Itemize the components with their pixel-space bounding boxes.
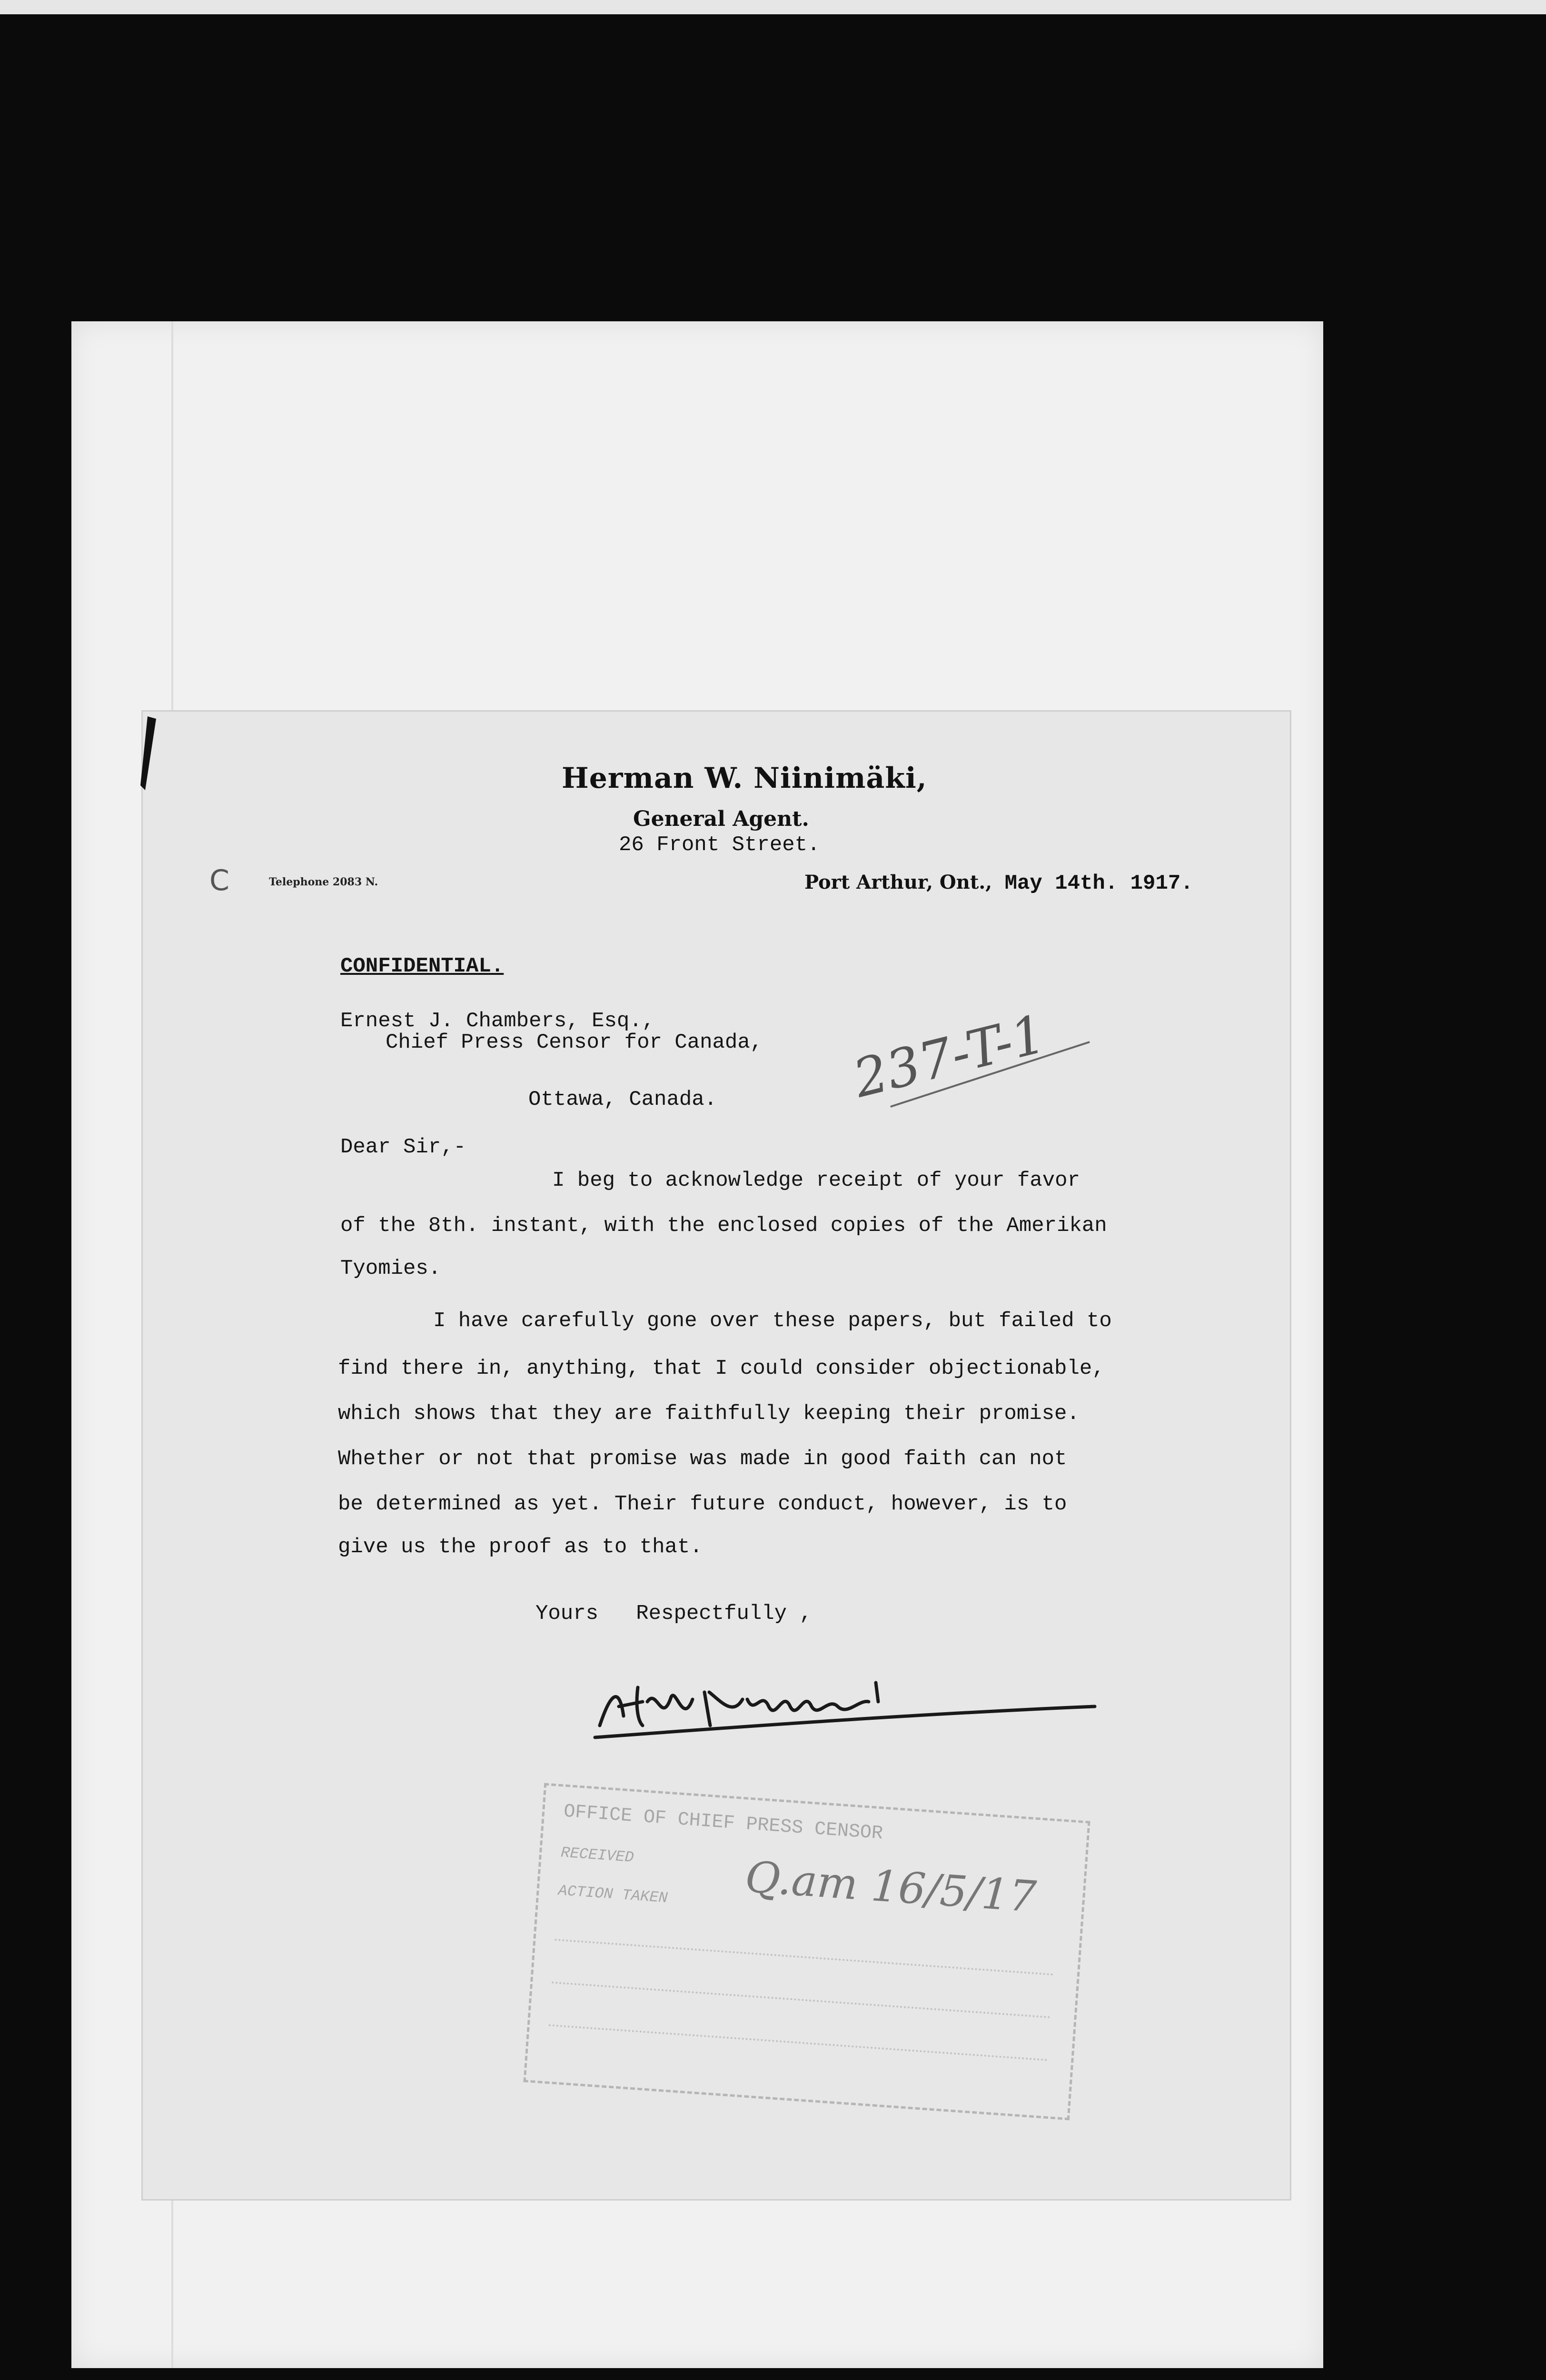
stamp-dotted-line <box>549 2024 1048 2061</box>
stamp-dotted-line <box>555 1939 1053 1975</box>
stamp-action-label: ACTION TAKEN <box>557 1882 668 1907</box>
letter-date: May 14th. 1917. <box>1004 872 1193 895</box>
letterhead-street: 26 Front Street. <box>619 833 820 857</box>
file-number-annotation: 237-T-1 <box>847 1003 1051 1110</box>
received-stamp <box>523 1783 1090 2121</box>
paragraph1-line: Tyomies. <box>340 1257 441 1280</box>
paragraph1-line: of the 8th. instant, with the enclosed copies of the Amerikan <box>340 1214 1107 1238</box>
paragraph2-line: which shows that they are faithfully keeping their promise. <box>338 1402 1080 1426</box>
paragraph2-line: give us the proof as to that. <box>338 1535 703 1559</box>
stamp-dotted-line <box>552 1982 1050 2018</box>
paragraph2-line: find there in, anything, that I could consider objectionable, <box>338 1357 1105 1380</box>
stamp-handwritten-date: Q.am 16/5/17 <box>743 1852 1038 1923</box>
salutation: Dear Sir,- <box>340 1135 466 1159</box>
recipient-city: Ottawa, Canada. <box>528 1088 717 1111</box>
binder-clip-mark <box>133 714 162 795</box>
letterhead-title: General Agent. <box>633 807 809 831</box>
signature <box>590 1654 1100 1749</box>
letter-sheet <box>143 712 1290 2199</box>
paragraph2-line: be determined as yet. Their future conduct, however, is to <box>338 1492 1067 1516</box>
stamp-header: OFFICE OF CHIEF PRESS CENSOR <box>563 1801 884 1845</box>
paragraph2-line: I have carefully gone over these papers, but failed to <box>433 1309 1112 1333</box>
recipient-title: Chief Press Censor for Canada, <box>386 1031 763 1054</box>
paragraph1-line: I beg to acknowledge receipt of your favor <box>552 1169 1080 1192</box>
letterhead-name: Herman W. Niinimäki, <box>562 762 927 795</box>
margin-c-mark: C <box>209 864 229 897</box>
closing: Yours Respectfully , <box>535 1602 812 1626</box>
recipient-name: Ernest J. Chambers, Esq., <box>340 1009 655 1033</box>
letter-date-line <box>804 871 1193 895</box>
classification-label: CONFIDENTIAL. <box>340 954 504 978</box>
paragraph2-line: Whether or not that promise was made in good faith can not <box>338 1447 1067 1471</box>
film-top-edge <box>0 0 1546 14</box>
letter-place: Port Arthur, Ont., <box>804 871 992 893</box>
stamp-received-label: RECEIVED <box>560 1844 634 1867</box>
letterhead-telephone: Telephone 2083 N. <box>269 876 378 888</box>
